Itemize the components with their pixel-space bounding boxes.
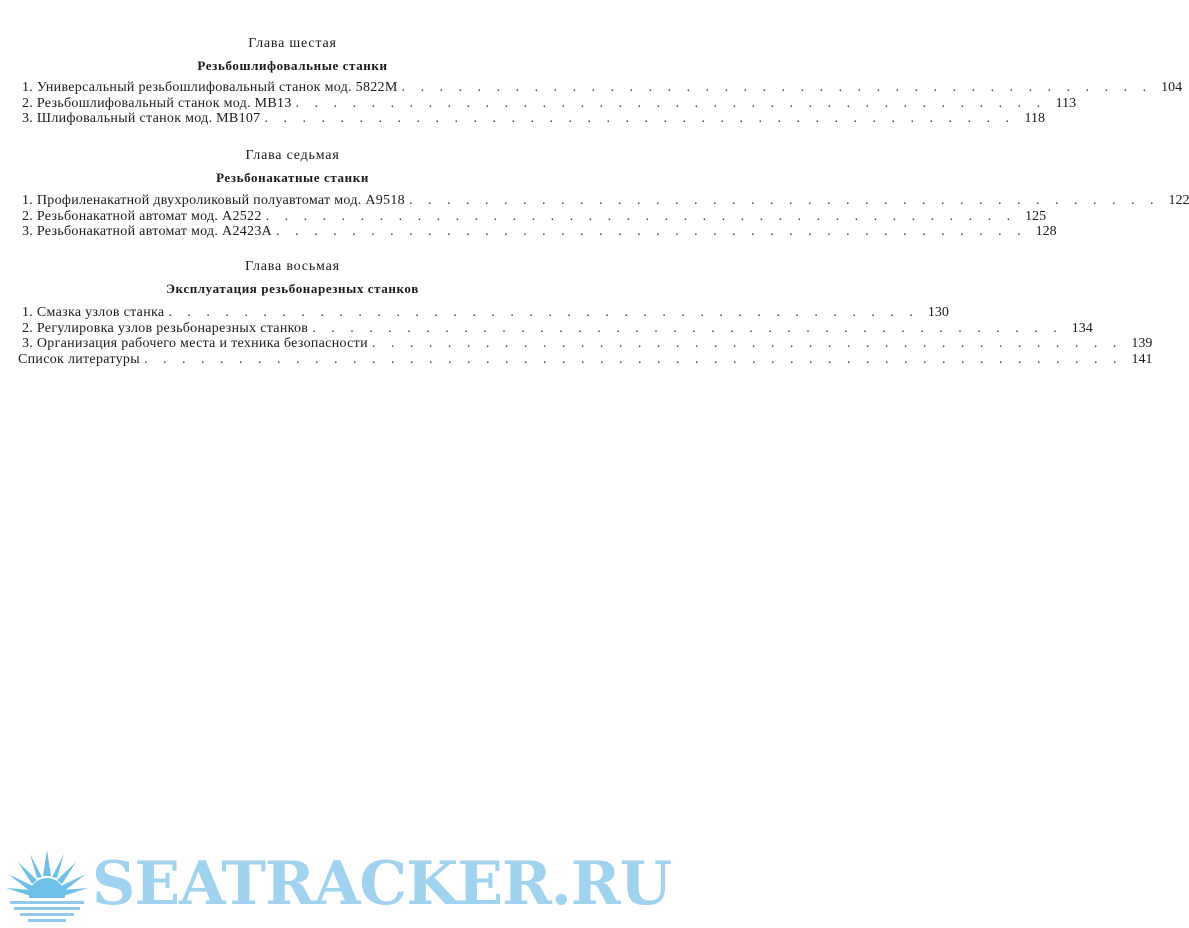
toc-entry[interactable]: [22, 95, 1077, 112]
toc-entry-text: 3. Резьбонакатной автомат мод. А2423А: [22, 224, 273, 239]
toc-entry[interactable]: [22, 305, 949, 321]
toc-entry-text: 1. Универсальный резьбошлифовальный станок мод. 5822М: [22, 80, 398, 95]
toc-entry[interactable]: [22, 320, 1093, 337]
toc-entry-text: 3. Шлифовальный станок мод. МВ107: [22, 111, 261, 126]
toc-entry[interactable]: [22, 224, 1057, 240]
toc-entry[interactable]: [22, 336, 1153, 352]
toc-entry-page: 118: [1024, 111, 1045, 126]
chapter-heading: Глава шестая: [248, 36, 337, 51]
toc-entry-text: 2. Регулировка узлов резьбонарезных станков: [22, 320, 309, 336]
toc-entry-page: 134: [1071, 320, 1093, 336]
toc-entry-page: 125: [1025, 208, 1047, 224]
toc-entry-page: 139: [1131, 336, 1153, 351]
toc-entry-text: 1. Профиленакатной двухроликовый полуавтомат мод. А9518: [22, 193, 405, 208]
toc-entry[interactable]: [18, 351, 1153, 368]
toc-entry[interactable]: [22, 111, 1045, 127]
chapter-seven-entries: [22, 193, 1189, 240]
leader-dots: . . . . . . . . . . . . . . . . . . . . . . . . . . . . . . . . . . . . . . . .: [265, 208, 1017, 224]
chapter-six: [0, 36, 585, 74]
leader-dots: . . . . . . . . . . . . . . . . . . . . . . . . . . . . . . . . . . . . . . . .: [276, 224, 1027, 239]
sun-icon: [4, 846, 90, 928]
leader-dots: . . . . . . . . . . . . . . . . . . . . . . . . . . . . . . . . . . . . . . . .: [371, 336, 1123, 351]
toc-entry-page: 122: [1168, 193, 1189, 208]
chapter-heading: Глава восьмая: [245, 259, 340, 274]
leader-dots: . . . . . . . . . . . . . . . . . . . . . . . . . . . . . . . . . . . . . . . .: [401, 80, 1153, 95]
toc-entry-text: 3. Организация рабочего места и техника безопасности: [22, 336, 368, 351]
leader-dots: . . . . . . . . . . . . . . . . . . . . . . . . . . . . . . . . . . . . . . . .: [312, 320, 1063, 336]
chapter-heading: Глава седьмая: [245, 148, 340, 163]
toc-entry-page: 141: [1131, 351, 1153, 367]
chapter-title: Резьбошлифовальные станки: [197, 58, 388, 73]
chapter-eight-entries: [18, 305, 1153, 367]
leader-dots: . . . . . . . . . . . . . . . . . . . . . . . . . . . . . . . . . . . . . . . .: [264, 111, 1015, 126]
toc-entry[interactable]: [22, 80, 1183, 96]
watermark-text: SEATRACKER.RU: [92, 849, 671, 919]
chapter-title: Эксплуатация резьбонарезных станков: [166, 281, 419, 296]
leader-dots: . . . . . . . . . . . . . . . . . . . . . . . . . . . . . . . . . . . . . . . .: [295, 95, 1047, 111]
chapter-title: Резьбонакатные станки: [216, 170, 369, 185]
toc-entry[interactable]: [22, 208, 1047, 225]
toc-entry[interactable]: [22, 193, 1189, 209]
chapter-eight: [0, 259, 585, 297]
watermark: [0, 838, 671, 928]
toc-entry-text: 2. Резьбошлифовальный станок мод. МВ13: [22, 95, 292, 111]
toc-entry-page: 104: [1161, 80, 1183, 95]
leader-dots: . . . . . . . . . . . . . . . . . . . . . . . . . . . . . . . . . . . . . . . .: [408, 193, 1160, 208]
toc-entry-text: 2. Резьбонакатной автомат мод. А2522: [22, 208, 262, 224]
toc-entry-page: 128: [1035, 224, 1057, 239]
chapter-seven: [0, 148, 585, 186]
toc-entry-page: 130: [927, 305, 949, 320]
leader-dots: . . . . . . . . . . . . . . . . . . . . . . . . . . . . . . . . . . . . . . . . . . . . . . . . . . . .: [143, 351, 1123, 367]
toc-entry-text: 1. Смазка узлов станка: [22, 305, 165, 320]
chapter-six-entries: [22, 80, 1183, 127]
leader-dots: . . . . . . . . . . . . . . . . . . . . . . . . . . . . . . . . . . . . . . . .: [168, 305, 919, 320]
toc-entry-page: 113: [1055, 95, 1077, 111]
toc-entry-text: Список литературы: [18, 351, 140, 367]
